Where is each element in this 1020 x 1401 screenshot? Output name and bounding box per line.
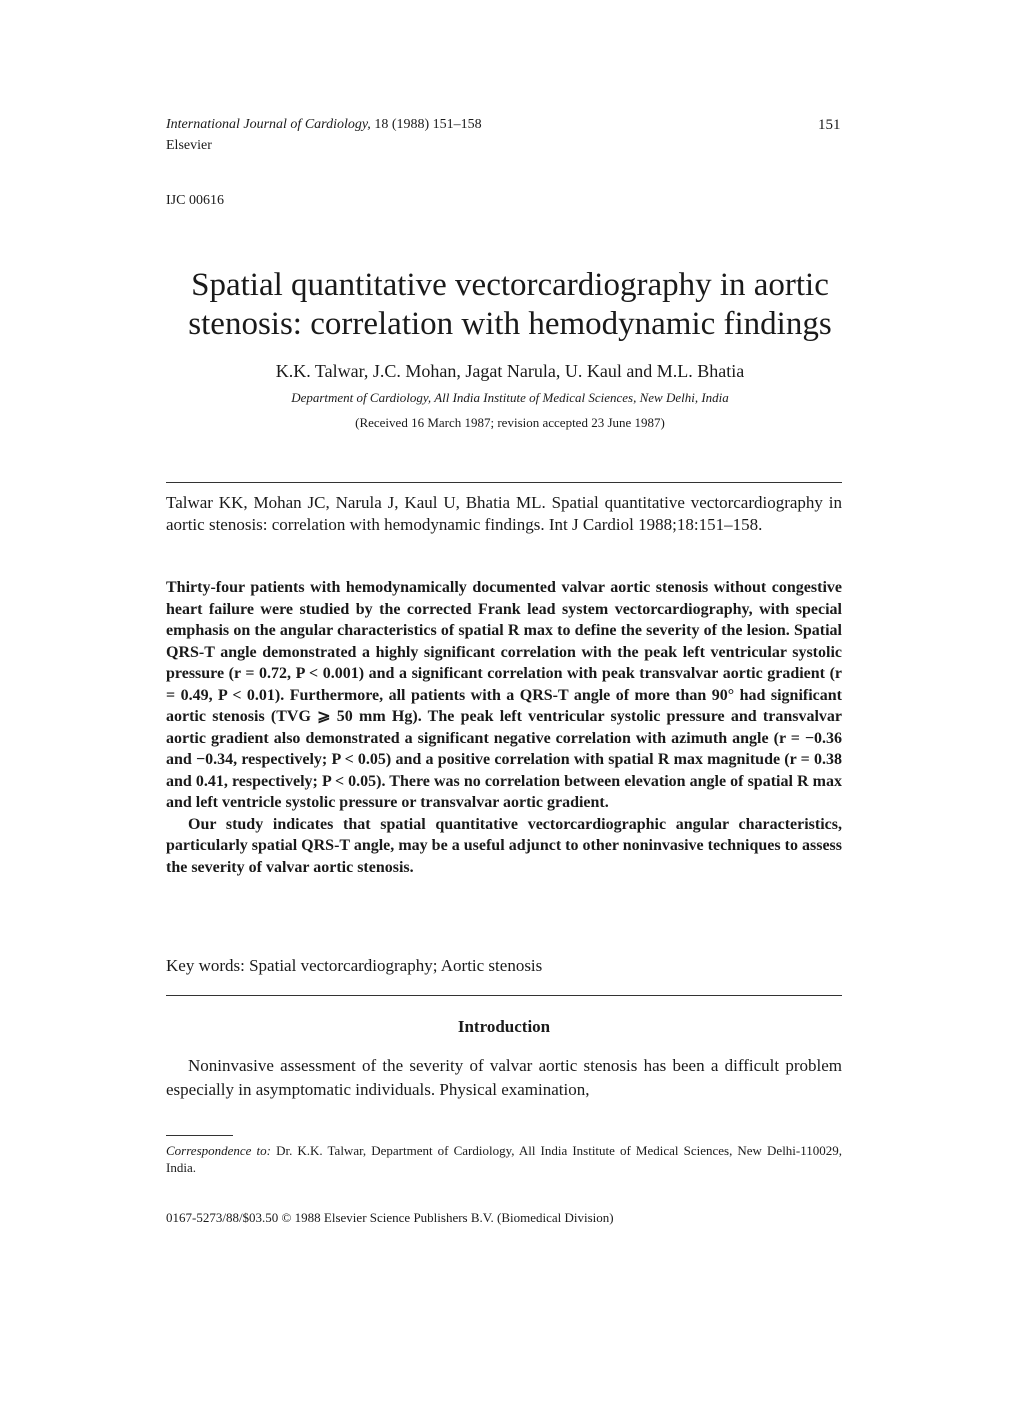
publisher: Elsevier — [166, 138, 212, 153]
received-dates: (Received 16 March 1987; revision accepted 23 June 1987) — [355, 415, 665, 430]
top-divider — [166, 482, 842, 483]
title-line-1: Spatial quantitative vectorcardiography in aortic — [191, 267, 829, 303]
abstract-paragraph-2: Our study indicates that spatial quantitative vectorcardiographic angular characteristics, particularly spatial QRS-T angle, may be a useful adjunct to other noninvasive techniques to assess the severity of valvar aortic stenosis. — [166, 815, 842, 876]
introduction-text: Noninvasive assessment of the severity of valvar aortic stenosis has been a difficult problem especially in asymptomatic individuals. Physical examination, — [166, 1056, 842, 1099]
title-line-2: stenosis: correlation with hemodynamic findings — [188, 306, 832, 342]
copyright-line: 0167-5273/88/$03.50 © 1988 Elsevier Science Publishers B.V. (Biomedical Division) — [166, 1210, 614, 1225]
introduction-heading: Introduction — [457, 1017, 551, 1036]
section-divider — [166, 995, 842, 996]
abstract-paragraph-1: Thirty-four patients with hemodynamically documented valvar aortic stenosis without congestive heart failure were studied by the corrected Frank lead system vectorcardiography, with special emphasis on the angular characteristics of spatial R max to define the severity of the lesion. Spatial QRS-T angle demonstrated a highly significant correlation with the peak left ventricular systolic pressure (r = 0.72, P < 0.001) and a significant correlation with peak transvalvar aortic gradient (r = 0.49, P < 0.01). Furthermore, all patients with a QRS-T angle of more than 90° had significant aortic stenosis (TVG ⩾ 50 mm Hg). The peak left ventricular systolic pressure and transvalvar aortic gradient also demonstrated a significant negative correlation with azimuth angle (r = −0.36 and −0.34, respectively; P < 0.05) and a positive correlation with spatial R max magnitude (r = 0.38 and 0.41, respectively; P < 0.05). There was no correlation between elevation angle of spatial R max and left ventricle systolic pressure or transvalvar aortic gradient. — [166, 579, 842, 811]
article-id: IJC 00616 — [166, 193, 224, 208]
affiliation: Department of Cardiology, All India Institute of Medical Sciences, New Delhi, India — [291, 390, 729, 405]
keywords: Key words: Spatial vectorcardiography; Aortic stenosis — [166, 956, 543, 975]
page-number: 151 — [818, 117, 841, 133]
footnote-rule — [166, 1135, 233, 1136]
correspondence-footnote — [166, 1142, 842, 1176]
journal-reference — [166, 116, 482, 134]
correspondence-label: Correspondence to: — [166, 1143, 271, 1158]
article-title — [130, 266, 890, 344]
journal-volume-pages: 18 (1988) 151–158 — [374, 117, 482, 132]
citation: Talwar KK, Mohan JC, Narula J, Kaul U, Bhatia ML. Spatial quantitative vectorcardiography in aortic stenosis: correlation with hemodynamic findings. Int J Cardiol 1988;18:151–158. — [166, 493, 842, 534]
authors: K.K. Talwar, J.C. Mohan, Jagat Narula, U. Kaul and M.L. Bhatia — [275, 361, 745, 381]
correspondence-text: Dr. K.K. Talwar, Department of Cardiology, All India Institute of Medical Sciences, New Delhi-110029, India. — [166, 1143, 843, 1175]
journal-name: International Journal of Cardiology, — [166, 117, 371, 132]
abstract — [166, 577, 842, 878]
